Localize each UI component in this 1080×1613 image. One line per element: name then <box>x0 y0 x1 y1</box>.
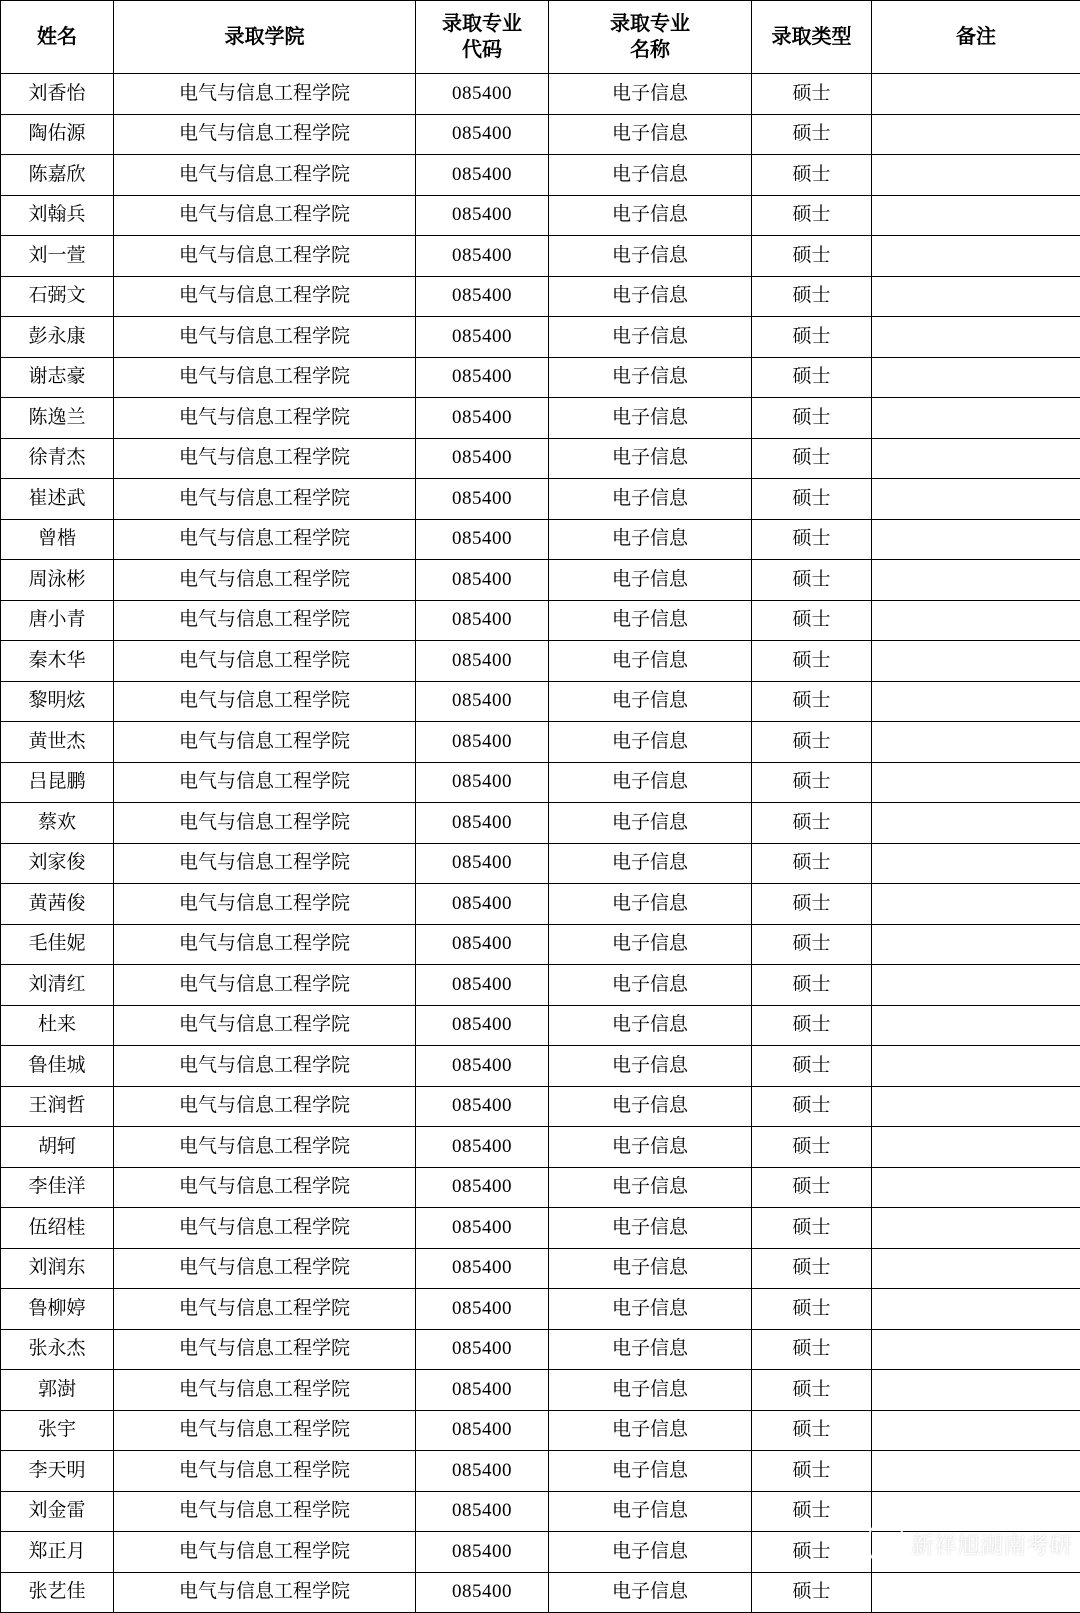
table-row <box>1 317 1080 358</box>
cell-admission-type: 硕士 <box>752 398 872 439</box>
table-row <box>1 276 1080 317</box>
cell-college: 电气与信息工程学院 <box>114 884 416 925</box>
cell-admission-type: 硕士 <box>752 560 872 601</box>
cell-admission-type: 硕士 <box>752 600 872 641</box>
cell-college: 电气与信息工程学院 <box>114 762 416 803</box>
cell-college: 电气与信息工程学院 <box>114 479 416 520</box>
cell-admission-type: 硕士 <box>752 236 872 277</box>
cell-major-name: 电子信息 <box>549 1532 752 1573</box>
table-row <box>1 155 1080 196</box>
cell-admission-type: 硕士 <box>752 722 872 763</box>
column-header-admission-type-line1: 录取类型 <box>752 24 871 50</box>
cell-note <box>872 924 1080 965</box>
cell-major-name: 电子信息 <box>549 924 752 965</box>
cell-college: 电气与信息工程学院 <box>114 114 416 155</box>
cell-major-code: 085400 <box>416 1127 549 1168</box>
cell-admission-type: 硕士 <box>752 276 872 317</box>
column-header-note-line1: 备注 <box>872 24 1080 50</box>
table-row <box>1 1532 1080 1573</box>
cell-college: 电气与信息工程学院 <box>114 681 416 722</box>
cell-note <box>872 276 1080 317</box>
cell-note <box>872 1329 1080 1370</box>
cell-note <box>872 1248 1080 1289</box>
table-row <box>1 1572 1080 1613</box>
cell-major-code: 085400 <box>416 600 549 641</box>
cell-note <box>872 1208 1080 1249</box>
cell-college: 电气与信息工程学院 <box>114 74 416 115</box>
cell-note <box>872 317 1080 358</box>
cell-name: 黄世杰 <box>1 722 114 763</box>
cell-major-name: 电子信息 <box>549 1451 752 1492</box>
cell-admission-type: 硕士 <box>752 884 872 925</box>
column-header-major-code <box>416 1 549 74</box>
column-header-major-name-line2: 名称 <box>549 37 751 63</box>
cell-major-code: 085400 <box>416 1208 549 1249</box>
cell-major-name: 电子信息 <box>549 1005 752 1046</box>
table-row <box>1 1208 1080 1249</box>
cell-major-code: 085400 <box>416 357 549 398</box>
cell-note <box>872 236 1080 277</box>
cell-major-code: 085400 <box>416 884 549 925</box>
cell-name: 石弼文 <box>1 276 114 317</box>
cell-admission-type: 硕士 <box>752 438 872 479</box>
cell-note <box>872 74 1080 115</box>
cell-name: 张宇 <box>1 1410 114 1451</box>
cell-admission-type: 硕士 <box>752 1127 872 1168</box>
cell-major-code: 085400 <box>416 560 549 601</box>
table-header <box>1 1 1080 74</box>
table-row <box>1 1086 1080 1127</box>
cell-admission-type: 硕士 <box>752 74 872 115</box>
cell-note <box>872 641 1080 682</box>
cell-major-code: 085400 <box>416 722 549 763</box>
table-row <box>1 195 1080 236</box>
cell-major-code: 085400 <box>416 519 549 560</box>
table-row <box>1 803 1080 844</box>
cell-admission-type: 硕士 <box>752 357 872 398</box>
cell-major-code: 085400 <box>416 1046 549 1087</box>
cell-name: 张艺佳 <box>1 1572 114 1613</box>
cell-note <box>872 1370 1080 1411</box>
cell-major-code: 085400 <box>416 843 549 884</box>
cell-college: 电气与信息工程学院 <box>114 1005 416 1046</box>
table-row <box>1 843 1080 884</box>
cell-note <box>872 357 1080 398</box>
cell-college: 电气与信息工程学院 <box>114 519 416 560</box>
table-row <box>1 1046 1080 1087</box>
cell-name: 谢志豪 <box>1 357 114 398</box>
cell-admission-type: 硕士 <box>752 1289 872 1330</box>
cell-major-name: 电子信息 <box>549 1329 752 1370</box>
cell-name: 刘一萱 <box>1 236 114 277</box>
cell-note <box>872 1410 1080 1451</box>
column-header-name-line1: 姓名 <box>1 24 113 50</box>
table-row <box>1 438 1080 479</box>
cell-note <box>872 681 1080 722</box>
cell-name: 刘润东 <box>1 1248 114 1289</box>
cell-major-name: 电子信息 <box>549 114 752 155</box>
cell-college: 电气与信息工程学院 <box>114 1046 416 1087</box>
cell-admission-type: 硕士 <box>752 1572 872 1613</box>
cell-college: 电气与信息工程学院 <box>114 1248 416 1289</box>
cell-college: 电气与信息工程学院 <box>114 398 416 439</box>
cell-admission-type: 硕士 <box>752 1532 872 1573</box>
cell-major-code: 085400 <box>416 1167 549 1208</box>
cell-admission-type: 硕士 <box>752 1167 872 1208</box>
table-row <box>1 1410 1080 1451</box>
cell-admission-type: 硕士 <box>752 843 872 884</box>
cell-note <box>872 1451 1080 1492</box>
cell-major-name: 电子信息 <box>549 195 752 236</box>
cell-admission-type: 硕士 <box>752 1370 872 1411</box>
cell-name: 陶佑源 <box>1 114 114 155</box>
cell-name: 李佳洋 <box>1 1167 114 1208</box>
column-header-major-name <box>549 1 752 74</box>
cell-admission-type: 硕士 <box>752 641 872 682</box>
cell-major-code: 085400 <box>416 195 549 236</box>
cell-college: 电气与信息工程学院 <box>114 924 416 965</box>
table-row <box>1 236 1080 277</box>
cell-name: 李天明 <box>1 1451 114 1492</box>
cell-admission-type: 硕士 <box>752 965 872 1006</box>
cell-name: 曾楷 <box>1 519 114 560</box>
column-header-name <box>1 1 114 74</box>
cell-admission-type: 硕士 <box>752 1248 872 1289</box>
cell-major-code: 085400 <box>416 1532 549 1573</box>
cell-name: 黎明炫 <box>1 681 114 722</box>
cell-admission-type: 硕士 <box>752 803 872 844</box>
cell-college: 电气与信息工程学院 <box>114 155 416 196</box>
cell-major-name: 电子信息 <box>549 317 752 358</box>
table-row <box>1 1329 1080 1370</box>
table-body <box>1 74 1080 1613</box>
cell-college: 电气与信息工程学院 <box>114 195 416 236</box>
cell-college: 电气与信息工程学院 <box>114 1167 416 1208</box>
cell-name: 崔述武 <box>1 479 114 520</box>
cell-note <box>872 965 1080 1006</box>
cell-college: 电气与信息工程学院 <box>114 722 416 763</box>
cell-admission-type: 硕士 <box>752 681 872 722</box>
cell-note <box>872 600 1080 641</box>
cell-major-name: 电子信息 <box>549 438 752 479</box>
cell-admission-type: 硕士 <box>752 1491 872 1532</box>
cell-major-name: 电子信息 <box>549 276 752 317</box>
table-row <box>1 398 1080 439</box>
table-row <box>1 1127 1080 1168</box>
table-row <box>1 762 1080 803</box>
cell-note <box>872 1572 1080 1613</box>
cell-name: 刘清红 <box>1 965 114 1006</box>
cell-major-name: 电子信息 <box>549 803 752 844</box>
cell-major-code: 085400 <box>416 641 549 682</box>
cell-note <box>872 1127 1080 1168</box>
cell-name: 杜来 <box>1 1005 114 1046</box>
table-row <box>1 641 1080 682</box>
cell-major-name: 电子信息 <box>549 1248 752 1289</box>
cell-note <box>872 1086 1080 1127</box>
cell-major-code: 085400 <box>416 1370 549 1411</box>
cell-name: 陈逸兰 <box>1 398 114 439</box>
cell-college: 电气与信息工程学院 <box>114 1491 416 1532</box>
cell-name: 彭永康 <box>1 317 114 358</box>
cell-major-code: 085400 <box>416 1086 549 1127</box>
cell-college: 电气与信息工程学院 <box>114 1127 416 1168</box>
cell-note <box>872 843 1080 884</box>
table-row <box>1 722 1080 763</box>
cell-name: 王润哲 <box>1 1086 114 1127</box>
cell-college: 电气与信息工程学院 <box>114 317 416 358</box>
cell-note <box>872 884 1080 925</box>
cell-college: 电气与信息工程学院 <box>114 1532 416 1573</box>
cell-name: 蔡欢 <box>1 803 114 844</box>
table-row <box>1 479 1080 520</box>
cell-major-name: 电子信息 <box>549 1289 752 1330</box>
cell-college: 电气与信息工程学院 <box>114 803 416 844</box>
table-row <box>1 560 1080 601</box>
cell-note <box>872 1532 1080 1573</box>
cell-name: 徐青杰 <box>1 438 114 479</box>
cell-note <box>872 1167 1080 1208</box>
cell-note <box>872 762 1080 803</box>
column-header-major-code-line1: 录取专业 <box>416 11 548 37</box>
cell-college: 电气与信息工程学院 <box>114 438 416 479</box>
cell-major-name: 电子信息 <box>549 1572 752 1613</box>
cell-name: 郭澍 <box>1 1370 114 1411</box>
cell-college: 电气与信息工程学院 <box>114 1451 416 1492</box>
cell-major-name: 电子信息 <box>549 641 752 682</box>
cell-college: 电气与信息工程学院 <box>114 1329 416 1370</box>
table-row <box>1 1370 1080 1411</box>
cell-major-name: 电子信息 <box>549 965 752 1006</box>
table-row <box>1 965 1080 1006</box>
cell-admission-type: 硕士 <box>752 1005 872 1046</box>
table-row <box>1 1167 1080 1208</box>
cell-name: 陈嘉欣 <box>1 155 114 196</box>
cell-major-code: 085400 <box>416 479 549 520</box>
cell-major-name: 电子信息 <box>549 357 752 398</box>
cell-admission-type: 硕士 <box>752 1451 872 1492</box>
cell-major-name: 电子信息 <box>549 560 752 601</box>
cell-name: 刘香怡 <box>1 74 114 115</box>
cell-college: 电气与信息工程学院 <box>114 641 416 682</box>
cell-admission-type: 硕士 <box>752 762 872 803</box>
cell-major-code: 085400 <box>416 1248 549 1289</box>
cell-admission-type: 硕士 <box>752 519 872 560</box>
cell-admission-type: 硕士 <box>752 479 872 520</box>
table-row <box>1 357 1080 398</box>
cell-major-code: 085400 <box>416 965 549 1006</box>
cell-admission-type: 硕士 <box>752 114 872 155</box>
cell-major-code: 085400 <box>416 317 549 358</box>
cell-major-name: 电子信息 <box>549 236 752 277</box>
column-header-note <box>872 1 1080 74</box>
cell-major-name: 电子信息 <box>549 1370 752 1411</box>
cell-college: 电气与信息工程学院 <box>114 1289 416 1330</box>
cell-major-code: 085400 <box>416 438 549 479</box>
cell-note <box>872 479 1080 520</box>
cell-major-name: 电子信息 <box>549 843 752 884</box>
cell-major-name: 电子信息 <box>549 1046 752 1087</box>
cell-major-name: 电子信息 <box>549 722 752 763</box>
watermark-text: 新祥旭湖南考研 <box>911 1527 1072 1560</box>
cell-college: 电气与信息工程学院 <box>114 1370 416 1411</box>
cell-note <box>872 1289 1080 1330</box>
cell-name: 唐小青 <box>1 600 114 641</box>
cell-major-code: 085400 <box>416 1005 549 1046</box>
cell-admission-type: 硕士 <box>752 317 872 358</box>
cell-major-name: 电子信息 <box>549 1491 752 1532</box>
cell-college: 电气与信息工程学院 <box>114 560 416 601</box>
cell-major-code: 085400 <box>416 681 549 722</box>
cell-major-code: 085400 <box>416 762 549 803</box>
cell-name: 秦木华 <box>1 641 114 682</box>
cell-major-name: 电子信息 <box>549 398 752 439</box>
cell-name: 毛佳妮 <box>1 924 114 965</box>
cell-note <box>872 114 1080 155</box>
column-header-college <box>114 1 416 74</box>
cell-college: 电气与信息工程学院 <box>114 1410 416 1451</box>
table-row <box>1 924 1080 965</box>
cell-college: 电气与信息工程学院 <box>114 276 416 317</box>
cell-name: 黄茜俊 <box>1 884 114 925</box>
cell-major-code: 085400 <box>416 803 549 844</box>
cell-admission-type: 硕士 <box>752 1046 872 1087</box>
cell-major-code: 085400 <box>416 1572 549 1613</box>
cell-major-code: 085400 <box>416 74 549 115</box>
cell-note <box>872 1005 1080 1046</box>
cell-admission-type: 硕士 <box>752 1086 872 1127</box>
cell-name: 伍绍桂 <box>1 1208 114 1249</box>
table-row <box>1 681 1080 722</box>
cell-college: 电气与信息工程学院 <box>114 1572 416 1613</box>
column-header-college-line1: 录取学院 <box>114 24 415 50</box>
cell-major-name: 电子信息 <box>549 1208 752 1249</box>
cell-admission-type: 硕士 <box>752 1208 872 1249</box>
cell-major-code: 085400 <box>416 1410 549 1451</box>
table-row <box>1 1491 1080 1532</box>
cell-admission-type: 硕士 <box>752 924 872 965</box>
cell-name: 鲁柳婷 <box>1 1289 114 1330</box>
cell-note <box>872 803 1080 844</box>
table-row <box>1 600 1080 641</box>
cell-admission-type: 硕士 <box>752 1410 872 1451</box>
cell-college: 电气与信息工程学院 <box>114 1086 416 1127</box>
cell-name: 刘家俊 <box>1 843 114 884</box>
cell-college: 电气与信息工程学院 <box>114 357 416 398</box>
cell-name: 刘翰兵 <box>1 195 114 236</box>
cell-major-code: 085400 <box>416 1451 549 1492</box>
cell-major-name: 电子信息 <box>549 1127 752 1168</box>
cell-major-code: 085400 <box>416 1329 549 1370</box>
cell-note <box>872 155 1080 196</box>
cell-name: 吕昆鹏 <box>1 762 114 803</box>
cell-note <box>872 1046 1080 1087</box>
cell-college: 电气与信息工程学院 <box>114 236 416 277</box>
cell-admission-type: 硕士 <box>752 1329 872 1370</box>
cell-major-name: 电子信息 <box>549 479 752 520</box>
cell-note <box>872 519 1080 560</box>
cell-name: 刘金雷 <box>1 1491 114 1532</box>
cell-note <box>872 560 1080 601</box>
cell-major-name: 电子信息 <box>549 519 752 560</box>
cell-admission-type: 硕士 <box>752 195 872 236</box>
cell-name: 张永杰 <box>1 1329 114 1370</box>
column-header-major-code-line2: 代码 <box>416 37 548 63</box>
cell-major-code: 085400 <box>416 1289 549 1330</box>
cell-college: 电气与信息工程学院 <box>114 1208 416 1249</box>
cell-college: 电气与信息工程学院 <box>114 965 416 1006</box>
table-row <box>1 1005 1080 1046</box>
cell-note <box>872 398 1080 439</box>
cell-major-code: 085400 <box>416 276 549 317</box>
column-header-major-name-line1: 录取专业 <box>549 11 751 37</box>
column-header-admission-type <box>752 1 872 74</box>
cell-major-name: 电子信息 <box>549 1167 752 1208</box>
table-row <box>1 74 1080 115</box>
cell-major-code: 085400 <box>416 114 549 155</box>
cell-major-code: 085400 <box>416 236 549 277</box>
cell-major-name: 电子信息 <box>549 74 752 115</box>
cell-note <box>872 1491 1080 1532</box>
cell-major-code: 085400 <box>416 398 549 439</box>
table-row <box>1 519 1080 560</box>
table-row <box>1 1451 1080 1492</box>
cell-college: 电气与信息工程学院 <box>114 843 416 884</box>
cell-major-code: 085400 <box>416 1491 549 1532</box>
cell-major-name: 电子信息 <box>549 681 752 722</box>
cell-major-name: 电子信息 <box>549 155 752 196</box>
table-row <box>1 884 1080 925</box>
cell-major-name: 电子信息 <box>549 1410 752 1451</box>
cell-name: 胡轲 <box>1 1127 114 1168</box>
cell-major-code: 085400 <box>416 155 549 196</box>
cell-name: 周泳彬 <box>1 560 114 601</box>
table-row <box>1 1289 1080 1330</box>
cell-college: 电气与信息工程学院 <box>114 600 416 641</box>
cell-major-name: 电子信息 <box>549 1086 752 1127</box>
table-header-row <box>1 1 1080 74</box>
cell-major-code: 085400 <box>416 924 549 965</box>
cell-name: 郑正月 <box>1 1532 114 1573</box>
cell-major-name: 电子信息 <box>549 600 752 641</box>
table-row <box>1 114 1080 155</box>
cell-note <box>872 722 1080 763</box>
cell-major-name: 电子信息 <box>549 762 752 803</box>
cell-name: 鲁佳城 <box>1 1046 114 1087</box>
cell-major-name: 电子信息 <box>549 884 752 925</box>
cell-note <box>872 438 1080 479</box>
cell-admission-type: 硕士 <box>752 155 872 196</box>
table-row <box>1 1248 1080 1289</box>
cell-note <box>872 195 1080 236</box>
